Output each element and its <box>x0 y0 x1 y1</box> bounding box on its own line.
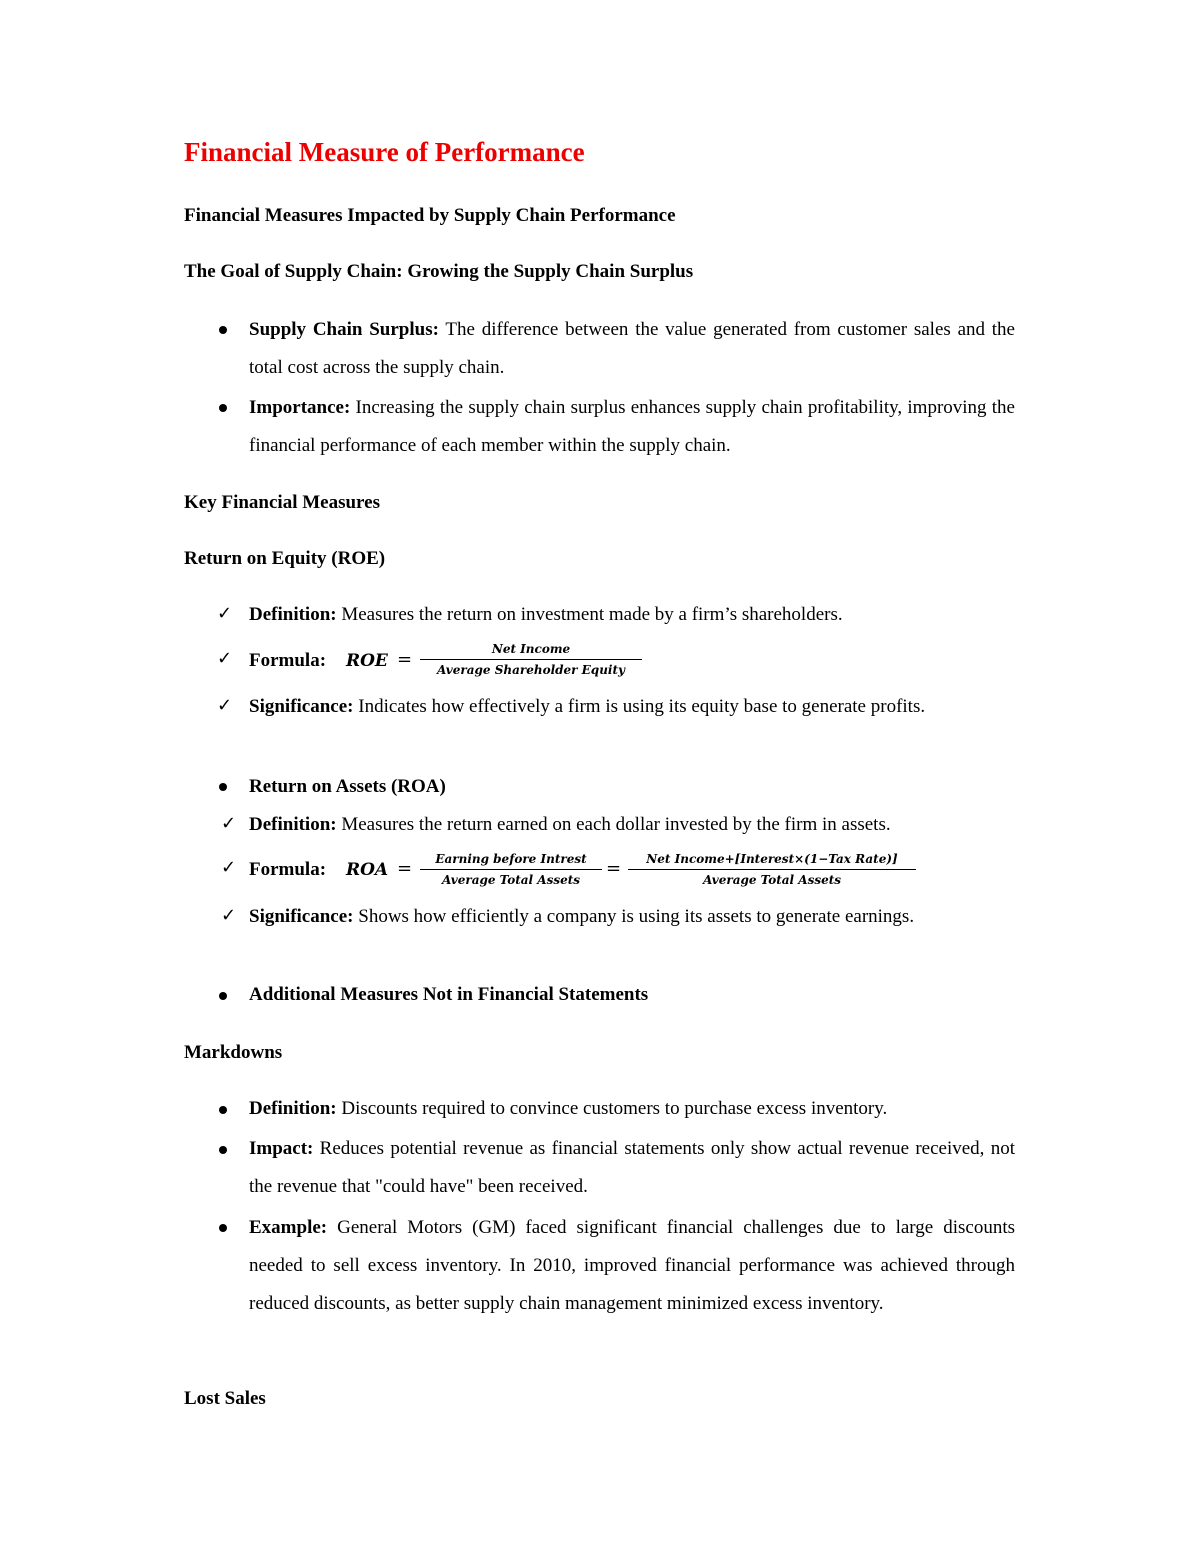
roe-formula-equals: = <box>397 649 413 670</box>
markdowns-impact <box>249 1130 1015 1206</box>
roa-definition-label: Definition: <box>249 814 337 835</box>
roa-definition <box>249 806 891 844</box>
roa-heading <box>249 768 446 806</box>
check-icon: ✓ <box>221 813 237 834</box>
roa-formula-lhs: ROA <box>346 860 389 880</box>
bullet-icon <box>219 1106 227 1114</box>
key-measures-heading: Key Financial Measures <box>184 492 380 513</box>
check-icon: ✓ <box>217 695 233 716</box>
bullet-icon <box>219 783 227 791</box>
roa-heading-text: Return on Assets (ROA) <box>249 776 446 797</box>
roa-fraction-2-denominator: Average Total Assets <box>702 873 842 887</box>
roe-significance <box>249 688 1015 726</box>
roa-formula-equals: = <box>397 858 413 879</box>
roe-significance-text: Indicates how effectively a firm is using its equity base to generate profits. <box>353 696 926 717</box>
markdowns-heading: Markdowns <box>184 1042 283 1063</box>
surplus-item <box>249 311 1015 387</box>
markdowns-definition <box>249 1090 887 1128</box>
roe-heading: Return on Equity (ROE) <box>184 548 386 569</box>
importance-label: Importance: <box>249 397 351 418</box>
roe-fraction <box>420 641 642 678</box>
roe-definition <box>249 596 843 634</box>
roe-numerator: Net Income <box>491 642 571 656</box>
additional-measures-item <box>249 976 648 1014</box>
roe-formula-label: Formula: <box>249 650 327 671</box>
fraction-bar <box>628 869 916 870</box>
markdowns-impact-label: Impact: <box>249 1138 314 1159</box>
markdowns-example-text: General Motors (GM) faced significant financial challenges due to large discounts needed to sell excess inventory. In 2010, improved financial performance was achieved through reduced discounts, as better supply chain management minimized excess inventory. <box>249 1217 1015 1314</box>
markdowns-definition-text: Discounts required to convince customers to purchase excess inventory. <box>336 1098 888 1119</box>
roe-definition-text: Measures the return on investment made by a firm’s shareholders. <box>336 604 843 625</box>
roa-significance <box>236 898 1015 936</box>
roa-significance-text: Shows how efficiently a company is using its assets to generate earnings. <box>353 906 915 927</box>
fraction-bar <box>420 869 602 870</box>
markdowns-example <box>249 1209 1015 1323</box>
roa-fraction-1-numerator: Earning before Intrest <box>435 852 587 866</box>
bullet-icon <box>219 1146 227 1154</box>
roa-significance-label: Significance: <box>249 906 354 927</box>
roa-fraction-2 <box>628 851 916 888</box>
check-icon: ✓ <box>217 603 233 624</box>
bullet-icon <box>219 1224 227 1232</box>
bullet-icon <box>219 992 227 1000</box>
roa-fraction-1-denominator: Average Total Assets <box>441 873 581 887</box>
roa-formula-label: Formula: <box>249 859 327 880</box>
surplus-text: The difference between the value generated from customer sales and the total cost across the supply chain. <box>249 319 1015 378</box>
lost-sales-heading: Lost Sales <box>184 1388 266 1409</box>
check-icon: ✓ <box>217 648 233 669</box>
roa-fraction-1 <box>420 851 602 888</box>
importance-item <box>249 389 1015 465</box>
bullet-icon <box>219 326 227 334</box>
impacted-heading: Financial Measures Impacted by Supply Chain Performance <box>184 205 676 226</box>
roe-formula-lhs: ROE <box>346 651 388 671</box>
roe-denominator: Average Shareholder Equity <box>436 663 625 677</box>
importance-text: Increasing the supply chain surplus enhances supply chain profitability, improving the financial performance of each member within the supply chain. <box>249 397 1015 456</box>
fraction-bar <box>420 659 642 660</box>
check-icon: ✓ <box>221 857 237 878</box>
markdowns-impact-text: Reduces potential revenue as financial statements only show actual revenue received, not the revenue that "could have" been received. <box>249 1138 1015 1197</box>
surplus-label: Supply Chain Surplus: <box>249 319 439 340</box>
roa-formula-equals-2: = <box>606 858 622 879</box>
roa-definition-text: Measures the return earned on each dollar invested by the firm in assets. <box>336 814 891 835</box>
bullet-icon <box>219 404 227 412</box>
check-icon: ✓ <box>221 905 237 926</box>
additional-measures-text: Additional Measures Not in Financial Statements <box>249 984 649 1005</box>
goal-heading: The Goal of Supply Chain: Growing the Supply Chain Surplus <box>184 261 694 282</box>
roe-significance-label: Significance: <box>249 696 354 717</box>
roe-definition-label: Definition: <box>249 604 337 625</box>
markdowns-definition-label: Definition: <box>249 1098 337 1119</box>
markdowns-example-label: Example: <box>249 1217 328 1238</box>
page-title: Financial Measure of Performance <box>184 137 585 167</box>
roa-fraction-2-numerator: Net Income+[Interest×(1−Tax Rate)] <box>646 852 898 866</box>
